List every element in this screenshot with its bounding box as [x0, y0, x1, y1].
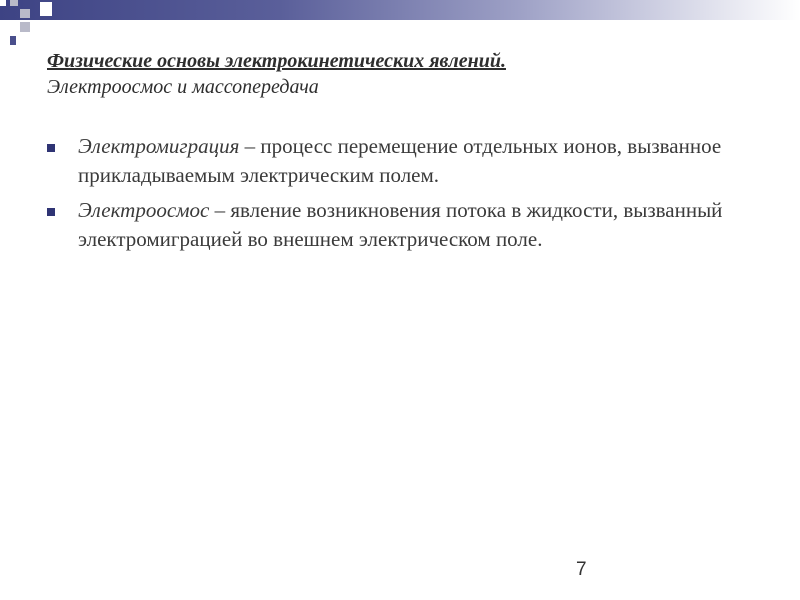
- header-gradient-band: [0, 0, 800, 20]
- list-item: [47, 196, 727, 254]
- bullet-text: – явление возникновения потока в жидкости, вызванный электромиграцией во внешнем электрическом поле.: [78, 198, 723, 251]
- square-bullet-icon: [47, 208, 55, 216]
- square-bullet-icon: [47, 144, 55, 152]
- decor-square: [10, 36, 16, 45]
- title-main: Физические основы электрокинетических явлений.: [47, 50, 506, 72]
- decor-square: [20, 9, 30, 18]
- decor-square: [0, 0, 6, 6]
- bullet-list: [47, 132, 727, 260]
- bullet-text: – процесс перемещение отдельных ионов, вызванное прикладываемым электрическим полем.: [78, 134, 722, 187]
- bullet-term: Электромиграция: [78, 134, 240, 158]
- slide-number: 7: [576, 559, 587, 580]
- decor-square: [20, 22, 30, 32]
- decor-square: [40, 2, 52, 16]
- list-item: [47, 132, 727, 190]
- bullet-term: Электроосмос: [78, 198, 210, 222]
- decor-square: [10, 0, 18, 6]
- slide-title: [47, 48, 747, 100]
- title-subtitle: Электроосмос и массопередача: [47, 76, 319, 98]
- decor-square: [2, 20, 16, 34]
